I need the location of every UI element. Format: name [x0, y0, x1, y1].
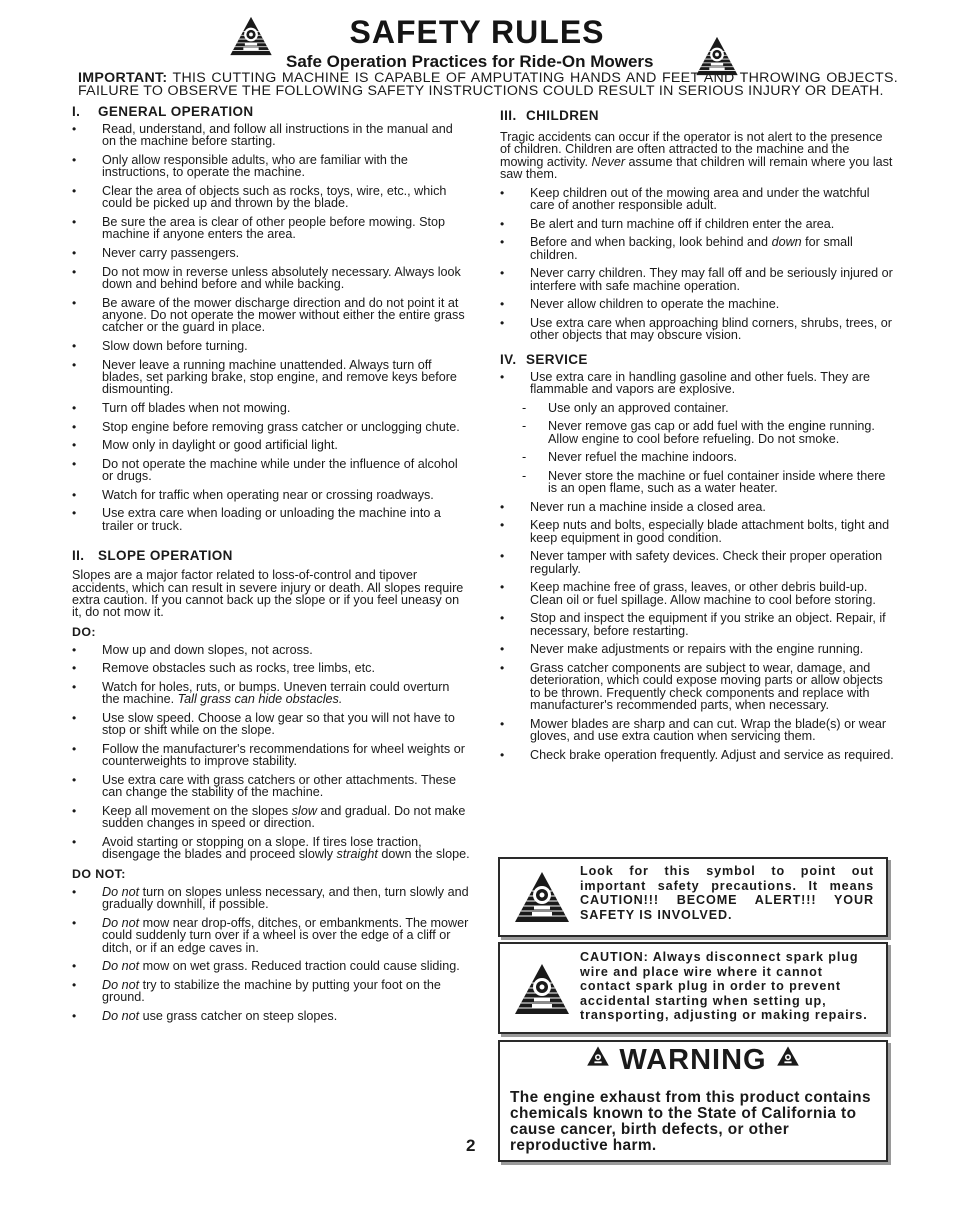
symbol-explanation-box	[498, 857, 888, 937]
list-item: • Mow only in daylight or good artificial light.	[72, 439, 470, 451]
section-heading-general	[72, 104, 470, 119]
list-item: • Do not mow on wet grass. Reduced traction could cause sliding.	[72, 960, 470, 972]
left-column	[72, 104, 470, 1029]
service-list-continued	[500, 501, 896, 761]
list-item: • Keep nuts and bolts, especially blade attachment bolts, tight and keep equipment in good condition.	[500, 519, 896, 544]
list-item: • Never allow children to operate the machine.	[500, 298, 896, 310]
section-title: SERVICE	[526, 351, 588, 367]
list-item: • Stop and inspect the equipment if you strike an object. Repair, if necessary, before restarting.	[500, 612, 896, 637]
list-item: • Never make adjustments or repairs with the engine running.	[500, 643, 896, 655]
page-title: SAFETY RULES	[349, 14, 605, 50]
list-item: • Be aware of the mower discharge direction and do not point it at anyone. Do not operate the mower without either the entire grass catcher or the guard in place.	[72, 297, 470, 334]
list-item: • Keep machine free of grass, leaves, or other debris build-up. Clean oil or fuel spillage. Allow machine to cool before storing.	[500, 581, 896, 606]
do-label: DO:	[72, 624, 96, 639]
symbol-explanation-text: Look for this symbol to point out important safety precautions. It means CAUTION!!! BECOME ALERT!!! YOUR SAFETY IS INVOLVED.	[580, 864, 874, 922]
list-item: • Keep all movement on the slopes slow and gradual. Do not make sudden changes in speed or direction.	[72, 805, 470, 830]
list-item: • Watch for holes, ruts, or bumps. Uneven terrain could overturn the machine. Tall grass can hide obstacles.	[72, 681, 470, 706]
list-item: • Only allow responsible adults, who are familiar with the instructions, to operate the machine.	[72, 154, 470, 179]
list-item: • Mower blades are sharp and can cut. Wrap the blade(s) or wear gloves, and use extra caution when servicing them.	[500, 718, 896, 743]
list-item: • Use extra care in handling gasoline and other fuels. They are flammable and vapors are explosive.	[500, 371, 896, 396]
list-item: • Stop engine before removing grass catcher or unclogging chute.	[72, 421, 470, 433]
section-heading-slope	[72, 548, 470, 563]
list-item: • Use extra care with grass catchers or other attachments. These can change the stability of the machine.	[72, 774, 470, 799]
section-number: I.	[72, 104, 81, 119]
section-number: III.	[500, 108, 517, 123]
list-item: • Never carry passengers.	[72, 247, 470, 259]
list-item: • Turn off blades when not mowing.	[72, 402, 470, 414]
section-title: GENERAL OPERATION	[98, 104, 254, 119]
list-item: • Be sure the area is clear of other people before mowing. Stop machine if anyone enters the area.	[72, 216, 470, 241]
safety-alert-symbol-icon	[228, 14, 274, 58]
children-intro: Tragic accidents can occur if the operator is not alert to the presence of children. Children are often attracted to the machine and the mowing activity. Never assume that children will remain where you last saw them.	[500, 130, 893, 182]
list-item: • Use extra care when loading or unloading the machine into a trailer or truck.	[72, 507, 470, 532]
safety-alert-symbol-icon	[512, 960, 572, 1018]
list-item: • Mow up and down slopes, not across.	[72, 644, 470, 656]
warning-text: The engine exhaust from this product contains chemicals known to the State of California to cause cancer, birth defects, or other reproductive harm.	[510, 1089, 871, 1154]
warning-triangle-icon	[776, 1045, 800, 1067]
list-item: • Do not use grass catcher on steep slopes.	[72, 1010, 470, 1022]
section-heading-children	[500, 108, 896, 123]
warning-heading	[500, 1044, 886, 1077]
warning-triangle-icon	[586, 1045, 610, 1067]
list-item: - Never store the machine or fuel container inside where there is an open flame, such as a water heater.	[522, 470, 896, 495]
list-item: • Follow the manufacturer's recommendations for wheel weights or counterweights to improve stability.	[72, 743, 470, 768]
warning-box	[498, 1040, 888, 1162]
list-item: • Be alert and turn machine off if children enter the area.	[500, 218, 896, 230]
list-item: • Avoid starting or stopping on a slope. If tires lose traction, disengage the blades and proceed slowly straight down the slope.	[72, 836, 470, 861]
do-not-list	[72, 886, 470, 1022]
list-item: - Never refuel the machine indoors.	[522, 451, 896, 463]
list-item: • Do not operate the machine while under the influence of alcohol or drugs.	[72, 458, 470, 483]
section-heading-service	[500, 352, 896, 367]
list-item: • Never carry children. They may fall off and be seriously injured or interfere with safe machine operation.	[500, 267, 896, 292]
list-item: • Read, understand, and follow all instructions in the manual and on the machine before starting.	[72, 123, 470, 148]
service-list	[500, 371, 896, 396]
section-title: SLOPE OPERATION	[98, 548, 233, 564]
list-item: • Do not mow near drop-offs, ditches, or embankments. The mower could suddenly turn over if a wheel is over the edge of a cliff or ditch, or if an edge caves in.	[72, 917, 470, 954]
list-item: • Do not turn on slopes unless necessary, and then, turn slowly and gradually downhill, if possible.	[72, 886, 470, 911]
list-item: • Slow down before turning.	[72, 340, 470, 352]
caution-text: CAUTION: Always disconnect spark plug wire and place wire where it cannot contact spark plug in order to prevent accidental starting when setting up, transporting, adjusting or making repairs.	[580, 950, 868, 1023]
list-item: - Use only an approved container.	[522, 402, 896, 414]
page-subtitle: Safe Operation Practices for Ride-On Mowers	[286, 52, 654, 71]
section-number: II.	[72, 548, 85, 564]
slope-intro: Slopes are a major factor related to loss-of-control and tipover accidents, which can result in severe injury or death. All slopes require extra caution. If you cannot back up the slope or if you feel uneasy on it, do not mow it.	[72, 568, 464, 620]
list-item: • Check brake operation frequently. Adjust and service as required.	[500, 749, 896, 761]
list-item: • Use slow speed. Choose a low gear so that you will not have to stop or shift while on the slope.	[72, 712, 470, 737]
important-label: IMPORTANT:	[78, 70, 168, 86]
list-item: • Keep children out of the mowing area and under the watchful care of another responsible adult.	[500, 187, 896, 212]
list-item: • Do not try to stabilize the machine by putting your foot on the ground.	[72, 979, 470, 1004]
list-item: • Use extra care when approaching blind corners, shrubs, trees, or other objects that may obscure vision.	[500, 317, 896, 342]
warning-title: WARNING	[619, 1044, 767, 1076]
list-item: • Watch for traffic when operating near or crossing roadways.	[72, 489, 470, 501]
general-list	[72, 123, 470, 532]
list-item: • Clear the area of objects such as rocks, toys, wire, etc., which could be picked up and thrown by the blade.	[72, 185, 470, 210]
important-text: THIS CUTTING MACHINE IS CAPABLE OF AMPUTATING HANDS AND FEET AND THROWING OBJECTS. FAILURE TO OBSERVE THE FOLLOWING SAFETY INSTRUCTIONS COULD RESULT IN SERIOUS INJURY OR DEATH.	[78, 70, 898, 99]
list-item: • Never leave a running machine unattended. Always turn off blades, set parking brake, stop engine, and remove keys before dismounting.	[72, 359, 470, 396]
right-column	[500, 108, 896, 767]
safety-alert-symbol-icon	[512, 868, 572, 926]
section-title: CHILDREN	[526, 108, 599, 123]
important-notice	[78, 72, 898, 98]
list-item: • Never run a machine inside a closed area.	[500, 501, 896, 513]
list-item: • Remove obstacles such as rocks, tree limbs, etc.	[72, 662, 470, 674]
do-not-label: DO NOT:	[72, 867, 126, 881]
caution-box	[498, 942, 888, 1034]
fuel-sub-list	[522, 402, 896, 495]
list-item: - Never remove gas cap or add fuel with the engine running. Allow engine to cool before refueling. Do not smoke.	[522, 420, 896, 445]
list-item: • Before and when backing, look behind and down for small children.	[500, 236, 896, 261]
list-item: • Grass catcher components are subject to wear, damage, and deterioration, which could expose moving parts or allow objects to be thrown. Frequently check components and replace with manufacturer's recommended parts, when necessary.	[500, 662, 896, 712]
list-item: • Never tamper with safety devices. Check their proper operation regularly.	[500, 550, 896, 575]
list-item: • Do not mow in reverse unless absolutely necessary. Always look down and behind before and while backing.	[72, 266, 470, 291]
page-number: 2	[466, 1136, 476, 1155]
do-list	[72, 644, 470, 861]
section-number: IV.	[500, 351, 517, 367]
children-list	[500, 187, 896, 342]
